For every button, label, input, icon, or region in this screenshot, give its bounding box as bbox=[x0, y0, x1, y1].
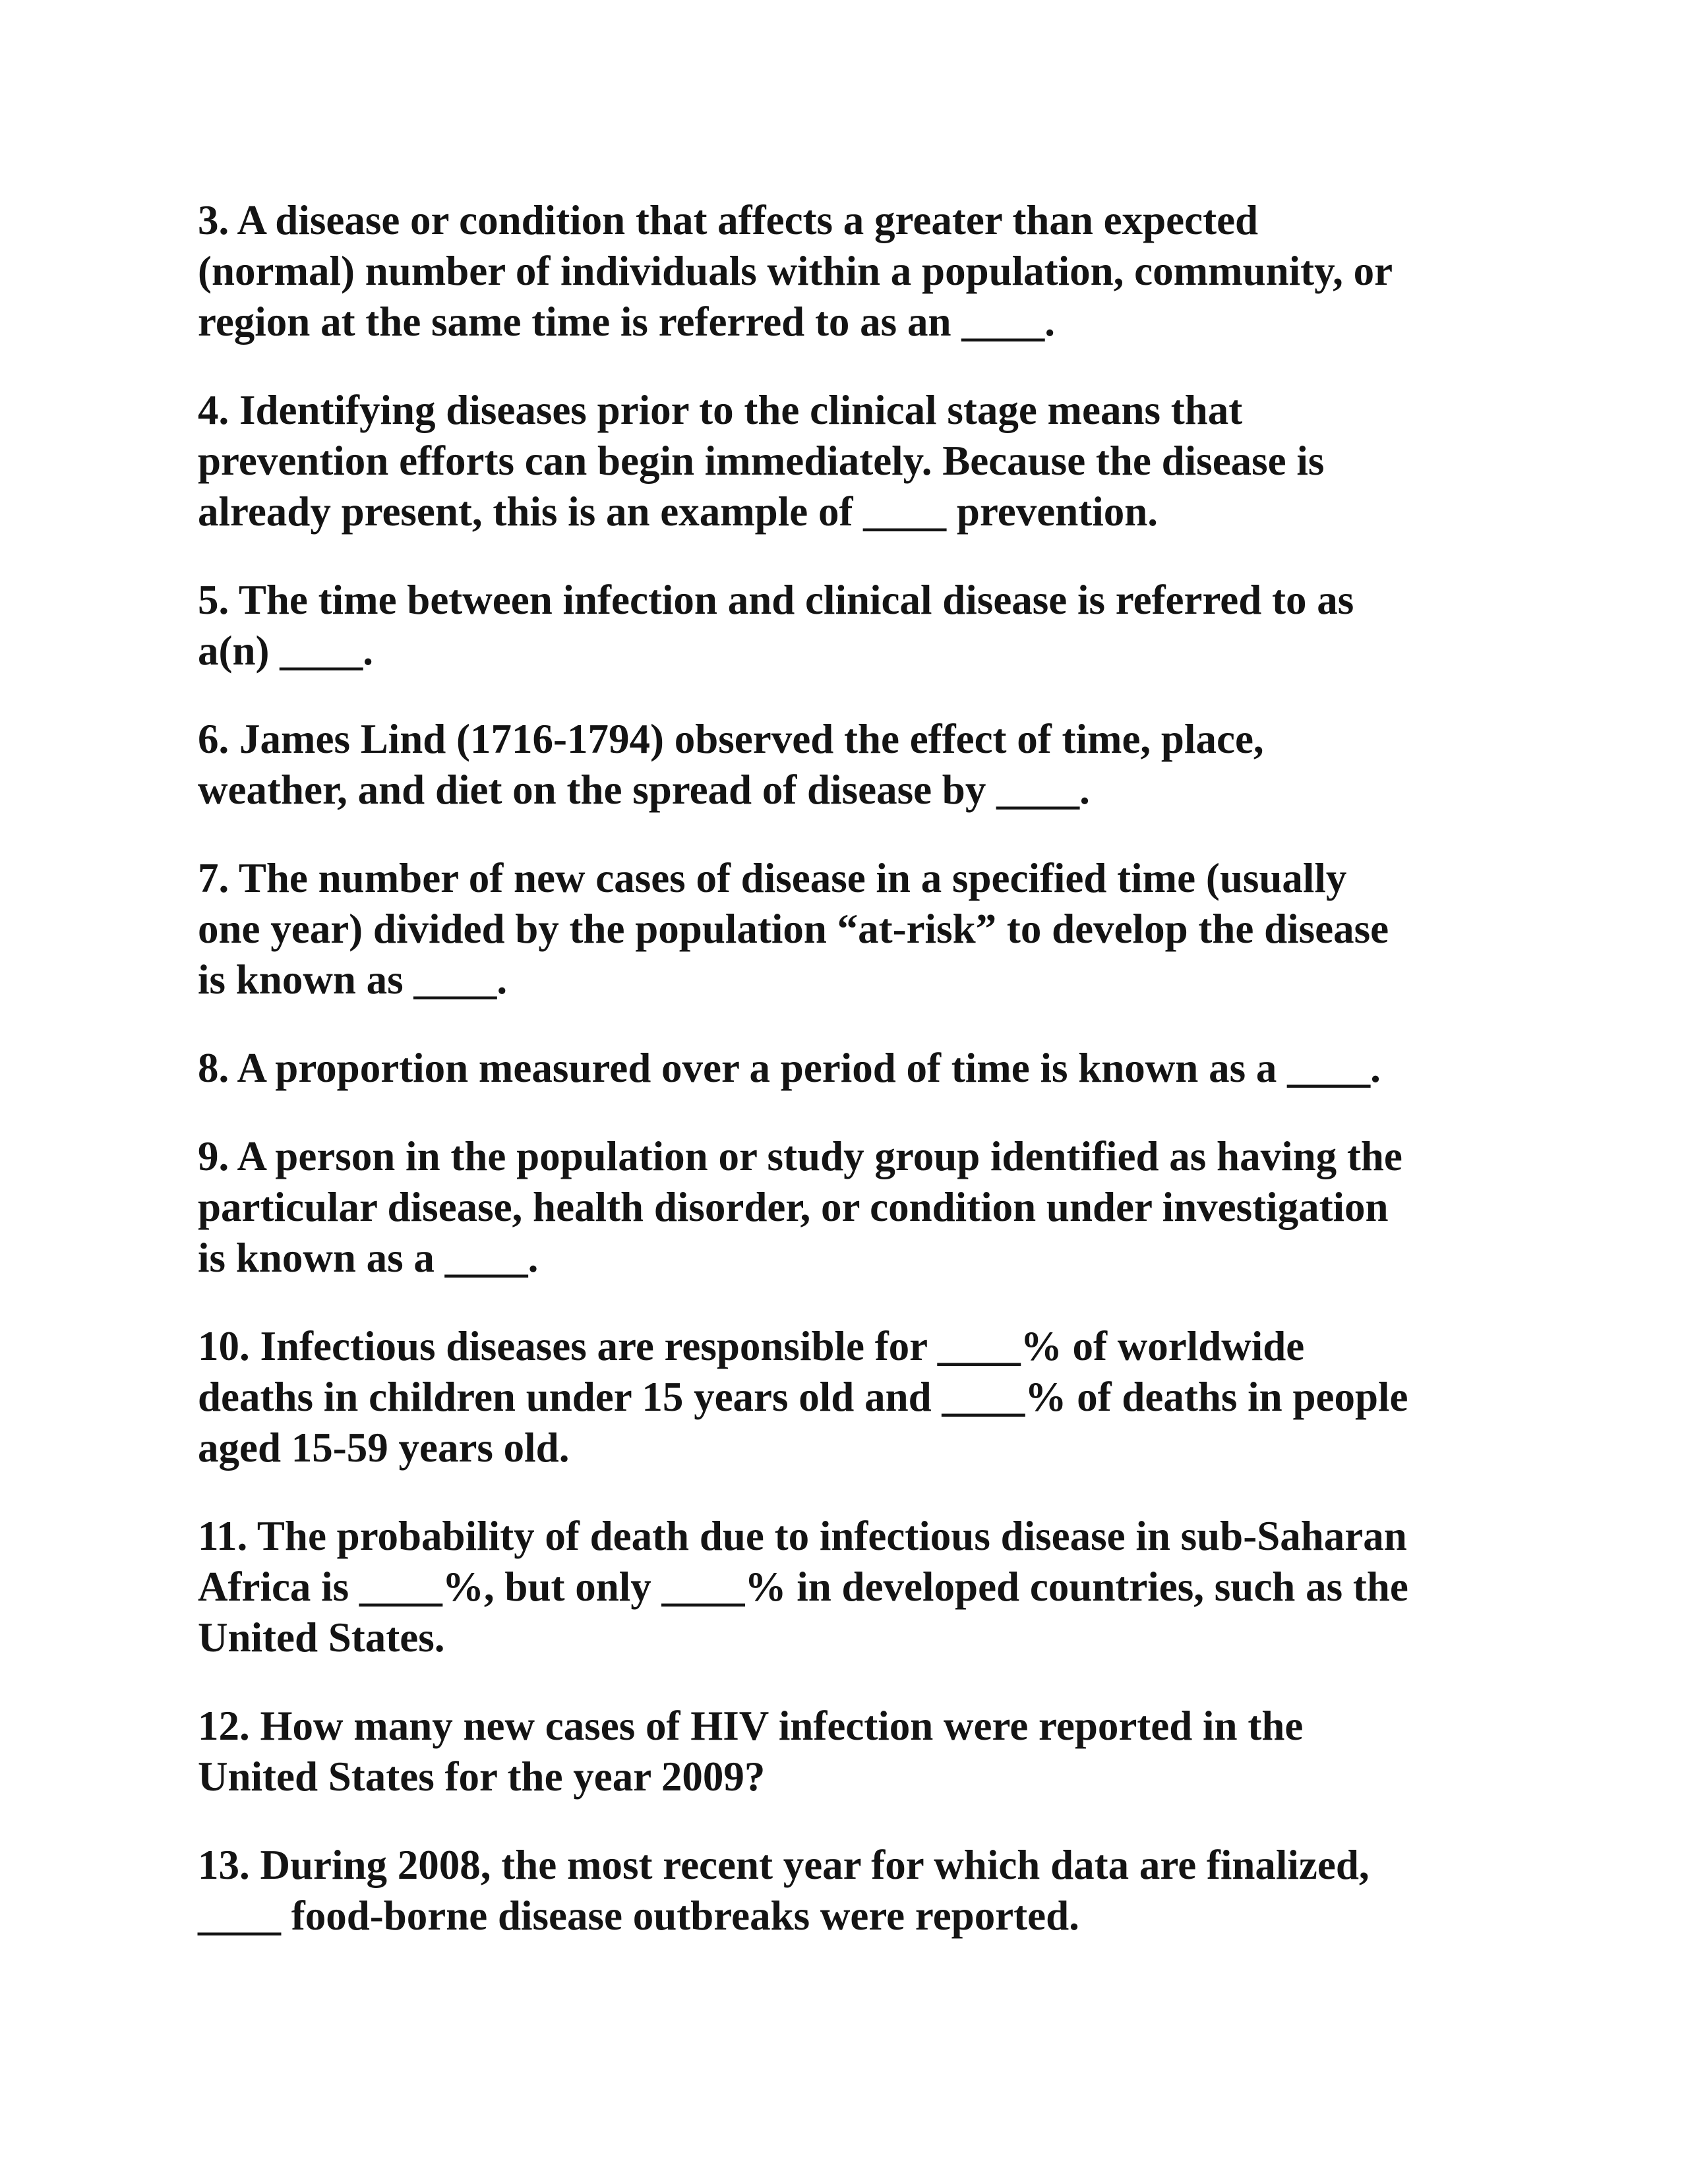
question-9: 9. A person in the population or study group identified as having the particular disease, health disorder, or condition under investigation is known as a ____. bbox=[198, 1133, 1402, 1281]
question-7: 7. The number of new cases of disease in a specified time (usually one year) divided by the population “at-risk” to develop the disease is known as ____. bbox=[198, 855, 1389, 1003]
question-list bbox=[198, 195, 1510, 1979]
question-11: 11. The probability of death due to infectious disease in sub-Saharan Africa is ____%, but only ____% in developed countries, such as the United States. bbox=[198, 1513, 1408, 1661]
question-13: 13. During 2008, the most recent year for which data are finalized, ____ food-borne disease outbreaks were reported. bbox=[198, 1842, 1370, 1939]
question-6: 6. James Lind (1716-1794) observed the effect of time, place, weather, and diet on the spread of disease by ____. bbox=[198, 716, 1264, 813]
question-5: 5. The time between infection and clinical disease is referred to as a(n) ____. bbox=[198, 577, 1354, 674]
question-4: 4. Identifying diseases prior to the clinical stage means that prevention efforts can begin immediately. Because the disease is already present, this is an example of ____ prevention. bbox=[198, 387, 1325, 535]
question-8: 8. A proportion measured over a period of time is known as a ____. bbox=[198, 1045, 1381, 1091]
question-12: 12. How many new cases of HIV infection were reported in the United States for the year 2009? bbox=[198, 1703, 1304, 1800]
question-3: 3. A disease or condition that affects a greater than expected (normal) number of individuals within a population, community, or region at the same time is referred to as an ____. bbox=[198, 197, 1393, 345]
question-10: 10. Infectious diseases are responsible for ____% of worldwide deaths in children under 15 years old and ____% of deaths in people aged 15-59 years old. bbox=[198, 1323, 1408, 1471]
